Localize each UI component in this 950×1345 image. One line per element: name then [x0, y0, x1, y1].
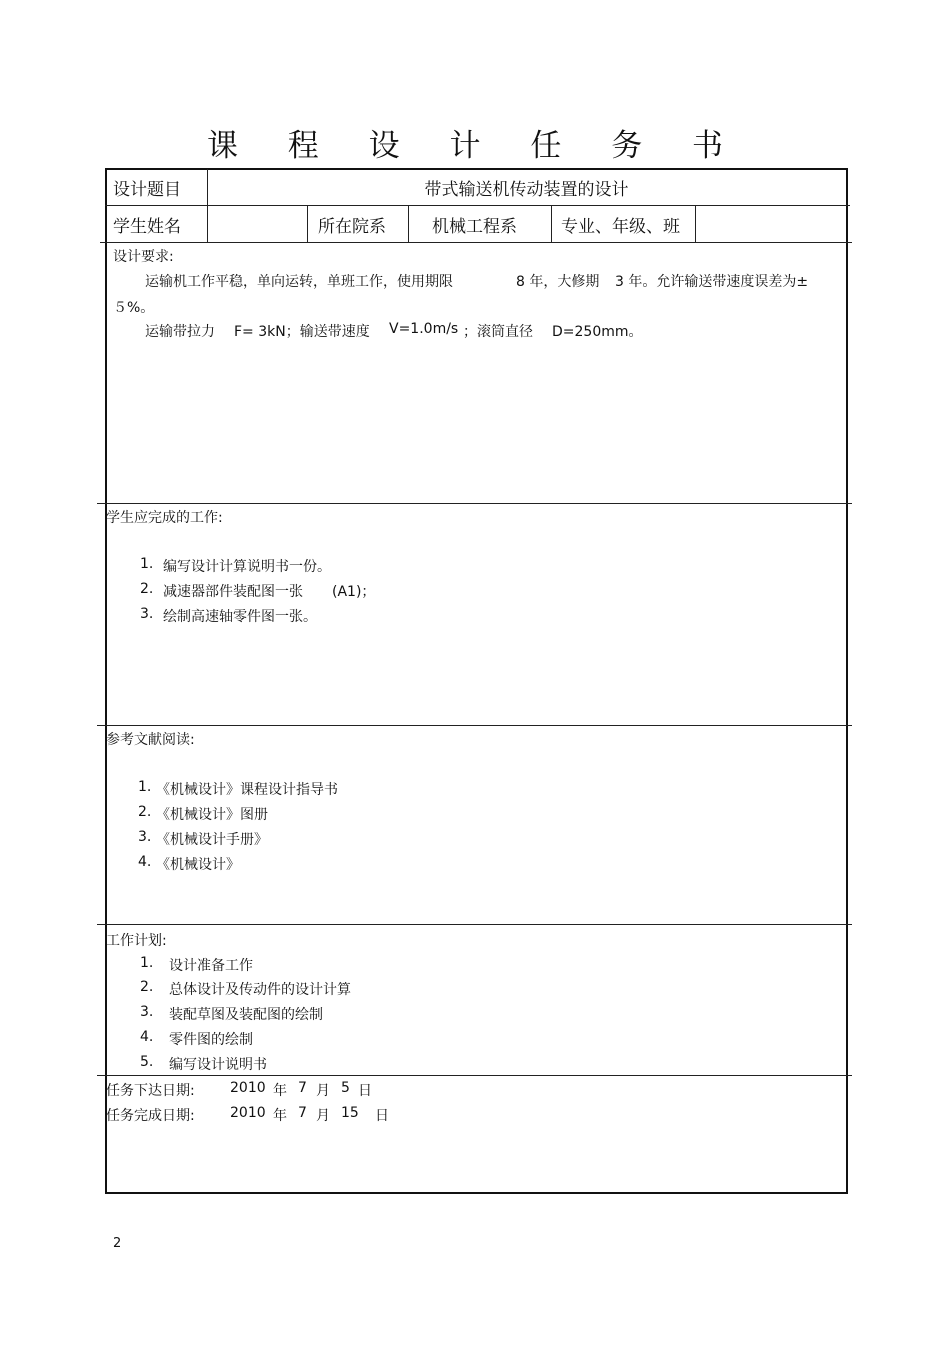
- references-heading: 参考文献阅读:: [106, 732, 195, 748]
- work-plan-heading: 工作计划:: [106, 933, 167, 949]
- requirements-line2: ５%。: [113, 300, 155, 316]
- list-item-number: 4.: [138, 854, 152, 870]
- list-item: 编写设计计算说明书一份。: [163, 559, 331, 575]
- issue-day: 5: [341, 1080, 350, 1096]
- list-item-number: 1.: [140, 556, 154, 572]
- list-item: 装配草图及装配图的绘制: [169, 1007, 323, 1023]
- list-item: 编写设计说明书: [169, 1057, 267, 1073]
- requirements-line3a: 运输带拉力: [145, 324, 215, 340]
- completion-month: 7: [298, 1105, 307, 1121]
- requirements-line3e: D=250mm。: [552, 324, 643, 340]
- list-item-number: 3.: [138, 829, 152, 845]
- list-item: 零件图的绘制: [169, 1032, 253, 1048]
- month-char: 月: [316, 1108, 330, 1124]
- list-item-number: 4.: [140, 1029, 154, 1045]
- requirements-line1a: 运输机工作平稳，单向运转，单班工作，使用期限: [145, 274, 453, 290]
- list-item-extra: (A1)；: [332, 584, 376, 600]
- list-item-number: 3.: [140, 606, 154, 622]
- list-item-number: 5.: [140, 1054, 154, 1070]
- list-item-number: 1.: [138, 779, 152, 795]
- design-topic-label: 设计题目: [113, 180, 181, 200]
- month-char: 月: [316, 1083, 330, 1099]
- requirements-line1b: 8 年，大修期: [516, 274, 600, 290]
- day-char: 日: [358, 1083, 372, 1099]
- department-label: 所在院系: [318, 217, 386, 237]
- list-item: 总体设计及传动件的设计计算: [169, 982, 351, 998]
- completion-year: 2010: [230, 1105, 266, 1121]
- list-item-number: 2.: [140, 581, 154, 597]
- row-divider: [105, 205, 850, 206]
- issue-date-label: 任务下达日期:: [106, 1083, 195, 1099]
- list-item: 绘制高速轴零件图一张。: [163, 609, 317, 625]
- year-char: 年: [273, 1108, 287, 1124]
- cell-divider: [551, 206, 552, 242]
- day-char: 日: [375, 1108, 389, 1124]
- document-title: 课 程 设 计 任 务 书: [206, 128, 744, 164]
- list-item: 《机械设计》图册: [156, 807, 268, 823]
- list-item-number: 2.: [138, 804, 152, 820]
- list-item: 《机械设计手册》: [156, 832, 268, 848]
- department-value: 机械工程系: [432, 217, 517, 237]
- cell-divider: [695, 206, 696, 242]
- major-grade-class-label: 专业、年级、班: [561, 217, 680, 237]
- row-divider: [100, 242, 852, 243]
- completion-date-label: 任务完成日期:: [106, 1108, 195, 1124]
- issue-month: 7: [298, 1080, 307, 1096]
- requirements-line3c: V=1.0m/s: [389, 321, 459, 337]
- cell-divider: [408, 206, 409, 242]
- requirements-line3b: F= 3kN；输送带速度: [234, 324, 370, 340]
- student-work-heading: 学生应完成的工作:: [106, 510, 223, 526]
- list-item-number: 2.: [140, 979, 154, 995]
- list-item-number: 1.: [140, 955, 154, 971]
- section-divider: [97, 725, 852, 726]
- year-char: 年: [273, 1083, 287, 1099]
- section-divider: [97, 924, 852, 925]
- issue-year: 2010: [230, 1080, 266, 1096]
- requirements-line1c: 3 年。允许输送带速度误差为±: [615, 274, 809, 290]
- requirements-line3d: ；滚筒直径: [463, 324, 533, 340]
- page-number: 2: [113, 1236, 122, 1251]
- completion-day: 15: [341, 1105, 359, 1121]
- list-item: 设计准备工作: [169, 958, 253, 974]
- list-item: 《机械设计》课程设计指导书: [156, 782, 338, 798]
- list-item: 减速器部件装配图一张: [163, 584, 303, 600]
- list-item-number: 3.: [140, 1004, 154, 1020]
- student-name-label: 学生姓名: [113, 217, 181, 237]
- design-topic-value: 带式输送机传动装置的设计: [424, 180, 629, 200]
- cell-divider: [307, 206, 308, 242]
- section-divider: [97, 1075, 852, 1076]
- section-divider: [97, 503, 852, 504]
- list-item: 《机械设计》: [156, 857, 240, 873]
- requirements-heading: 设计要求:: [113, 249, 174, 265]
